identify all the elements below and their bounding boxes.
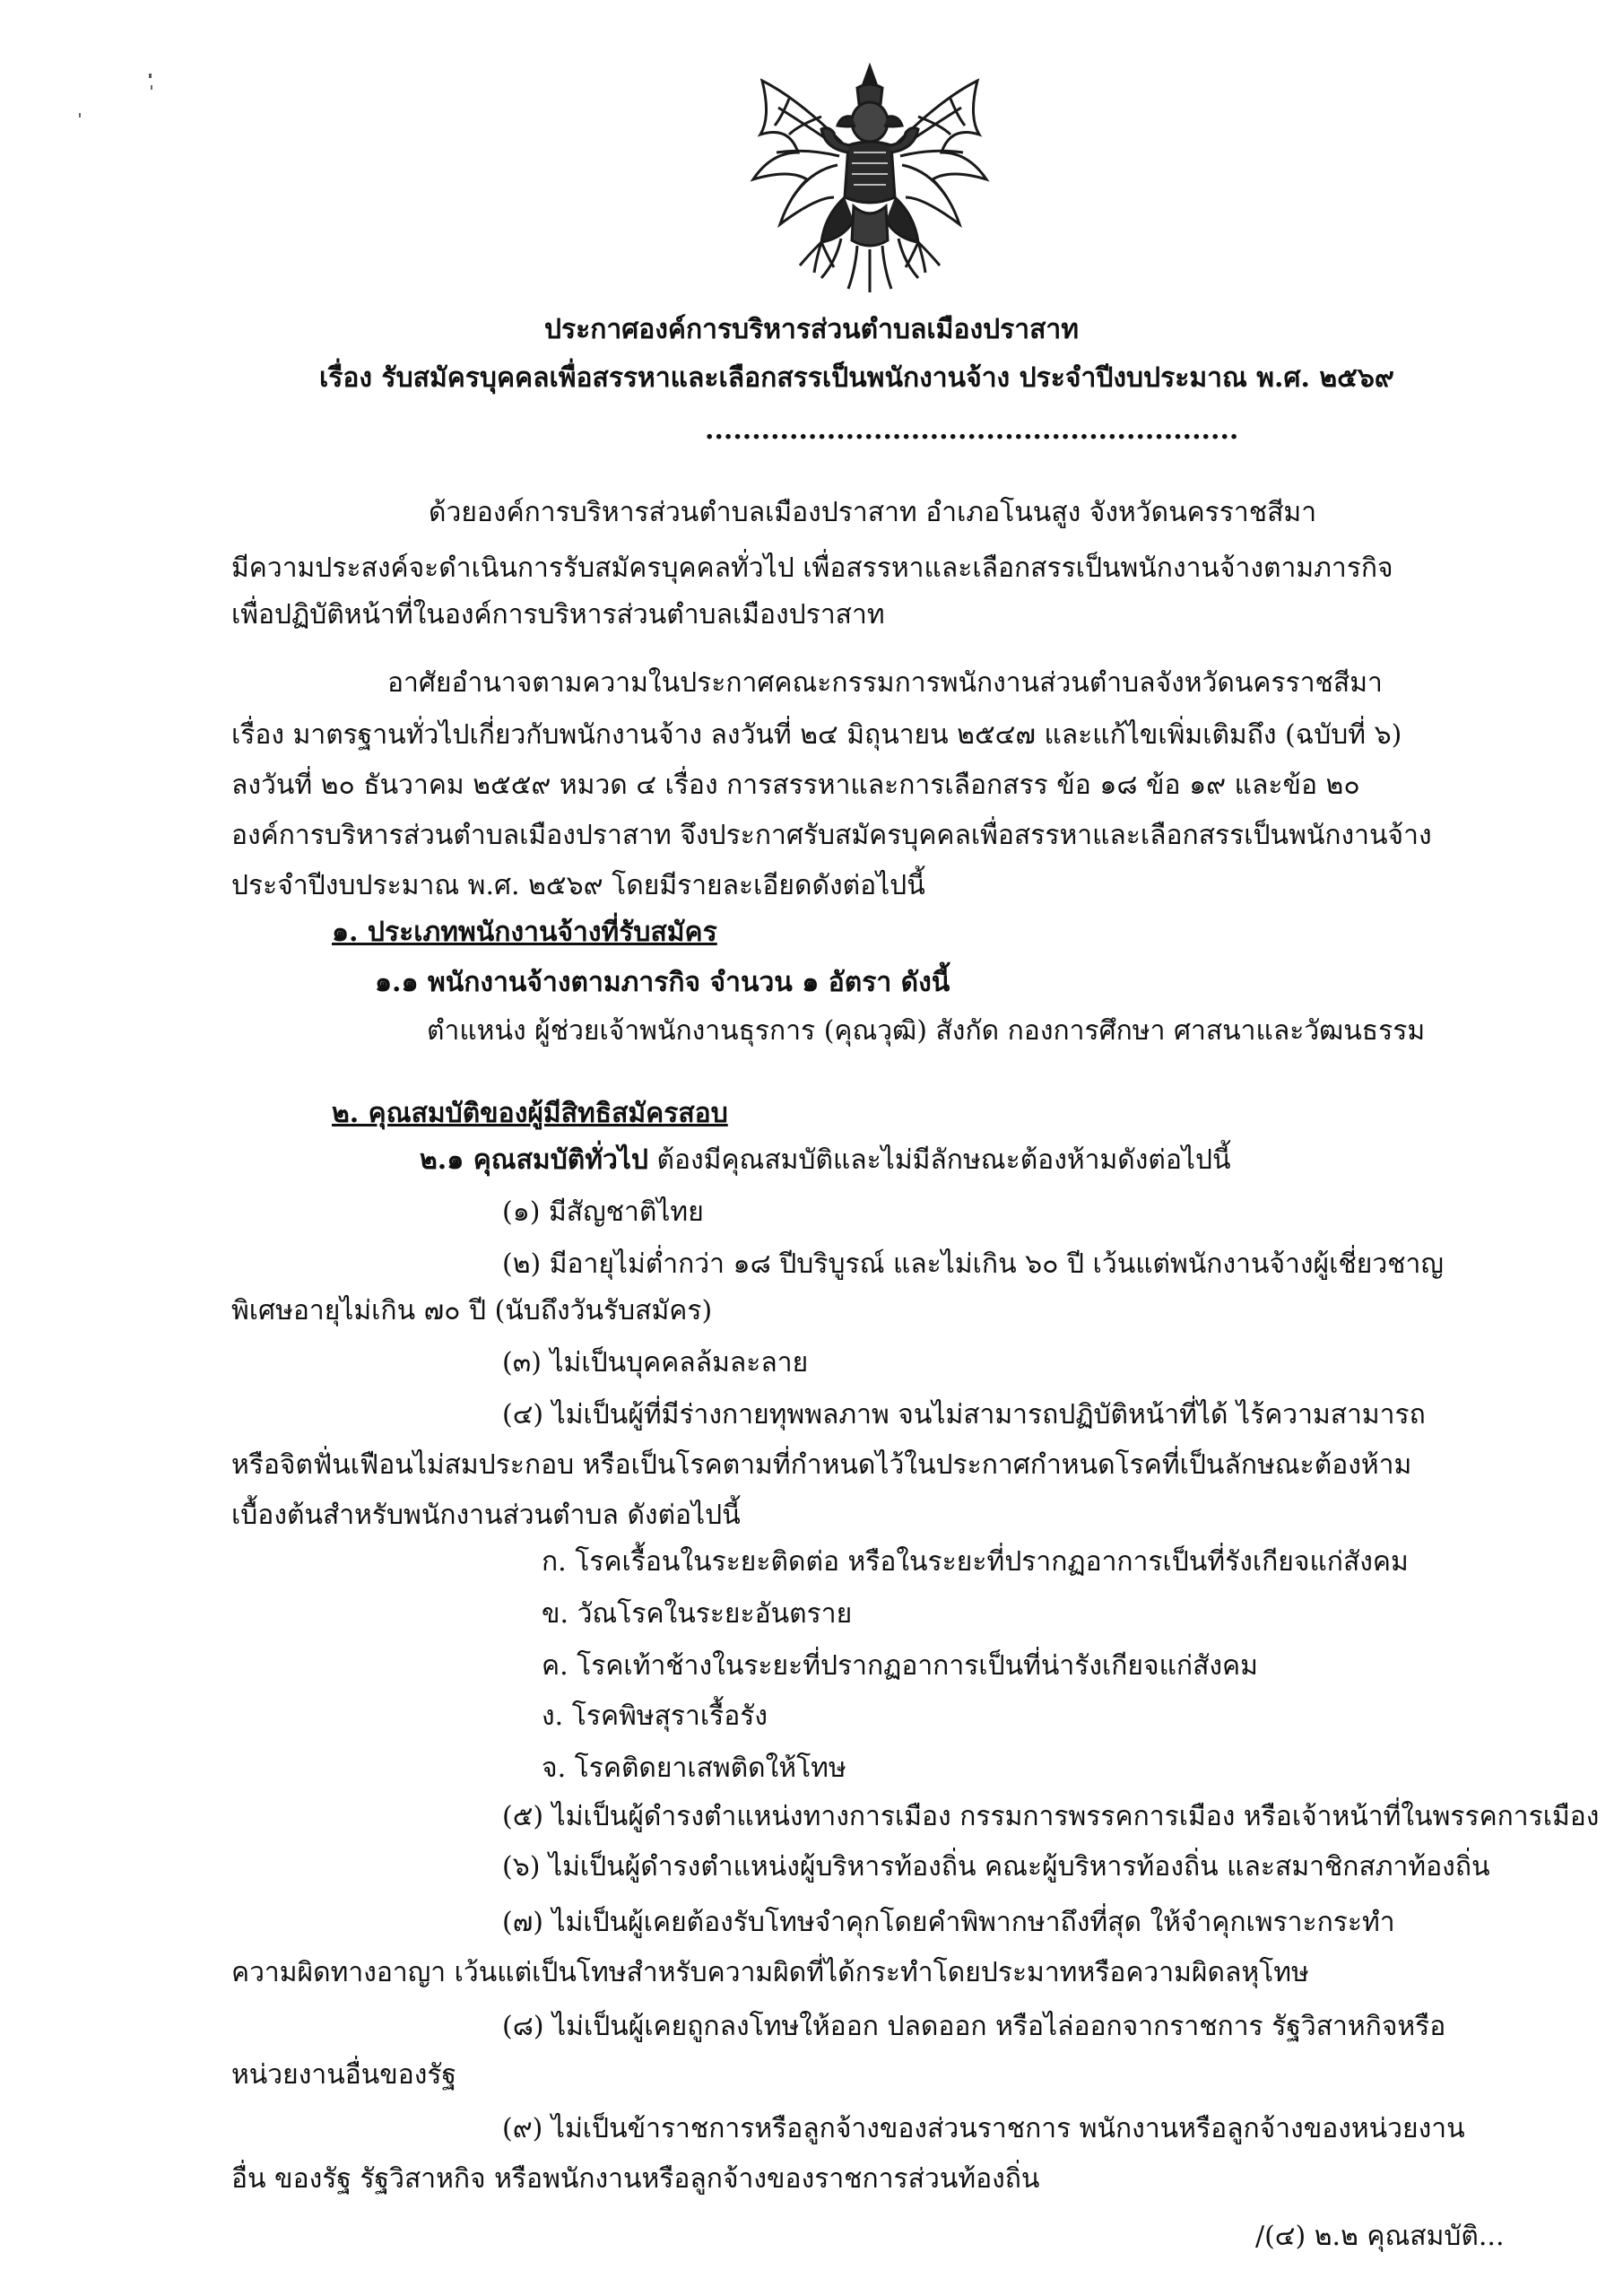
- qual-item-1: (๑) มีสัญชาติไทย: [502, 1196, 704, 1228]
- disease-item-4: ง. โรคพิษสุราเรื้อรัง: [542, 1700, 768, 1732]
- disease-item-3: ค. โรคเท้าช้างในระยะที่ปรากฏอาการเป็นที่น่ารังเกียจแก่สังคม: [542, 1650, 1258, 1682]
- qual-item-4a: (๔) ไม่เป็นผู้ที่มีร่างกายทุพพลภาพ จนไม่สามารถปฏิบัติหน้าที่ได้ ไร้ความสามารถ: [502, 1399, 1426, 1431]
- disease-item-5: จ. โรคติดยาเสพติดให้โทษ: [542, 1752, 846, 1784]
- qual-item-2b: พิเศษอายุไม่เกิน ๗๐ ปี (นับถึงวันรับสมัคร): [231, 1295, 713, 1326]
- qual-item-9b: อื่น ของรัฐ รัฐวิสาหกิจ หรือพนักงานหรือลูกจ้างของราชการส่วนท้องถิ่น: [231, 2163, 1040, 2195]
- section-1-sub: ๑.๑ พนักงานจ้างตามภารกิจ จำนวน ๑ อัตรา ดังนี้: [375, 967, 950, 998]
- qual-item-6: (๖) ไม่เป็นผู้ดำรงตำแหน่งผู้บริหารท้องถิ่น คณะผู้บริหารท้องถิ่น และสมาชิกสภาท้องถิ่น: [502, 1851, 1490, 1883]
- intro-line-2: มีความประสงค์จะดำเนินการรับสมัครบุคคลทั่วไป เพื่อสรรหาและเลือกสรรเป็นพนักงานจ้างตามภารกิจ: [231, 552, 1393, 584]
- qual-item-7b: ความผิดทางอาญา เว้นแต่เป็นโทษสำหรับความผิดที่ได้กระทำโดยประมาทหรือความผิดลหุโทษ: [231, 1957, 1309, 1988]
- authority-line-4: องค์การบริหารส่วนตำบลเมืองปราสาท จึงประกาศรับสมัครบุคคลเพื่อสรรหาและเลือกสรรเป็นพนักงานจ้าง: [231, 820, 1432, 851]
- authority-line-1: อาศัยอำนาจตามความในประกาศคณะกรรมการพนักงานส่วนตำบลจังหวัดนครราชสีมา: [387, 667, 1383, 699]
- authority-line-2: เรื่อง มาตรฐานทั่วไปเกี่ยวกับพนักงานจ้าง ลงวันที่ ๒๔ มิถุนายน ๒๕๔๗ และแก้ไขเพิ่มเติมถึง (ฉบับที่ ๖): [231, 719, 1402, 751]
- qual-item-2a: (๒) มีอายุไม่ต่ำกว่า ๑๘ ปีบริบูรณ์ และไม่เกิน ๖๐ ปี เว้นแต่พนักงานจ้างผู้เชี่ยวชาญ: [502, 1248, 1444, 1280]
- qual-item-7a: (๗) ไม่เป็นผู้เคยต้องรับโทษจำคุกโดยคำพิพากษาถึงที่สุด ให้จำคุกเพราะกระทำ: [502, 1907, 1395, 1938]
- section-2-heading: ๒. คุณสมบัติของผู้มีสิทธิสมัครสอบ: [332, 1098, 728, 1129]
- qual-item-8a: (๘) ไม่เป็นผู้เคยถูกลงโทษให้ออก ปลดออก หรือไล่ออกจากราชการ รัฐวิสาหกิจหรือ: [502, 2011, 1446, 2042]
- continuation-note: /(๔) ๒.๒ คุณสมบัติ...: [1255, 2221, 1505, 2252]
- qual-item-4c: เบื้องต้นสำหรับพนักงานส่วนตำบล ดังต่อไปนี้: [231, 1500, 741, 1531]
- section-2-sub-label: ๒.๑ คุณสมบัติทั่วไป: [420, 1144, 648, 1176]
- announcement-subject: เรื่อง รับสมัครบุคคลเพื่อสรรหาและเลือกสรรเป็นพนักงานจ้าง ประจำปีงบประมาณ พ.ศ. ๒๕๖๙: [319, 362, 1394, 394]
- authority-line-5: ประจำปีงบประมาณ พ.ศ. ๒๕๖๙ โดยมีรายละเอียดดังต่อไปนี้: [231, 870, 925, 901]
- qual-item-4b: หรือจิตฟั่นเฟือนไม่สมประกอบ หรือเป็นโรคตามที่กำหนดไว้ในประกาศกำหนดโรคที่เป็นลักษณะต้องห้าม: [231, 1449, 1412, 1481]
- qual-item-9a: (๙) ไม่เป็นข้าราชการหรือลูกจ้างของส่วนราชการ พนักงานหรือลูกจ้างของหน่วยงาน: [502, 2113, 1465, 2144]
- authority-line-3: ลงวันที่ ๒๐ ธันวาคม ๒๕๕๙ หมวด ๔ เรื่อง การสรรหาและการเลือกสรร ข้อ ๑๘ ข้อ ๑๙ และข้อ ๒๐: [231, 770, 1360, 801]
- qual-item-3: (๓) ไม่เป็นบุคคลล้มละลาย: [502, 1347, 809, 1378]
- qual-item-5: (๕) ไม่เป็นผู้ดำรงตำแหน่งทางการเมือง กรรมการพรรคการเมือง หรือเจ้าหน้าที่ในพรรคการเมือง: [502, 1801, 1600, 1832]
- section-2-sub: [420, 1143, 1231, 1178]
- section-1-heading: ๑. ประเภทพนักงานจ้างที่รับสมัคร: [332, 917, 717, 948]
- disease-item-2: ข. วัณโรคในระยะอันตราย: [542, 1598, 853, 1630]
- intro-line-3: เพื่อปฏิบัติหน้าที่ในองค์การบริหารส่วนตำบลเมืองปราสาท: [231, 599, 885, 631]
- announcement-title: ประกาศองค์การบริหารส่วนตำบลเมืองปราสาท: [543, 314, 1080, 345]
- intro-line-1: ด้วยองค์การบริหารส่วนตำบลเมืองปราสาท อำเภอโนนสูง จังหวัดนครราชสีมา: [429, 497, 1317, 528]
- section-1-position: ตำแหน่ง ผู้ช่วยเจ้าพนักงานธุรการ (คุณวุฒิ) สังกัด กองการศึกษา ศาสนาและวัฒนธรรม: [427, 1015, 1426, 1047]
- qual-item-8b: หน่วยงานอื่นของรัฐ: [231, 2059, 457, 2091]
- disease-item-1: ก. โรคเรื้อนในระยะติดต่อ หรือในระยะที่ปรากฏอาการเป็นที่รังเกียจแก่สังคม: [542, 1546, 1409, 1578]
- section-2-sub-text: ต้องมีคุณสมบัติและไม่มีลักษณะต้องห้ามดังต่อไปนี้: [647, 1144, 1231, 1176]
- scan-specks: [79, 74, 169, 145]
- garuda-emblem-icon: [735, 63, 1004, 305]
- separator-dots: .........................................................: [705, 414, 1239, 446]
